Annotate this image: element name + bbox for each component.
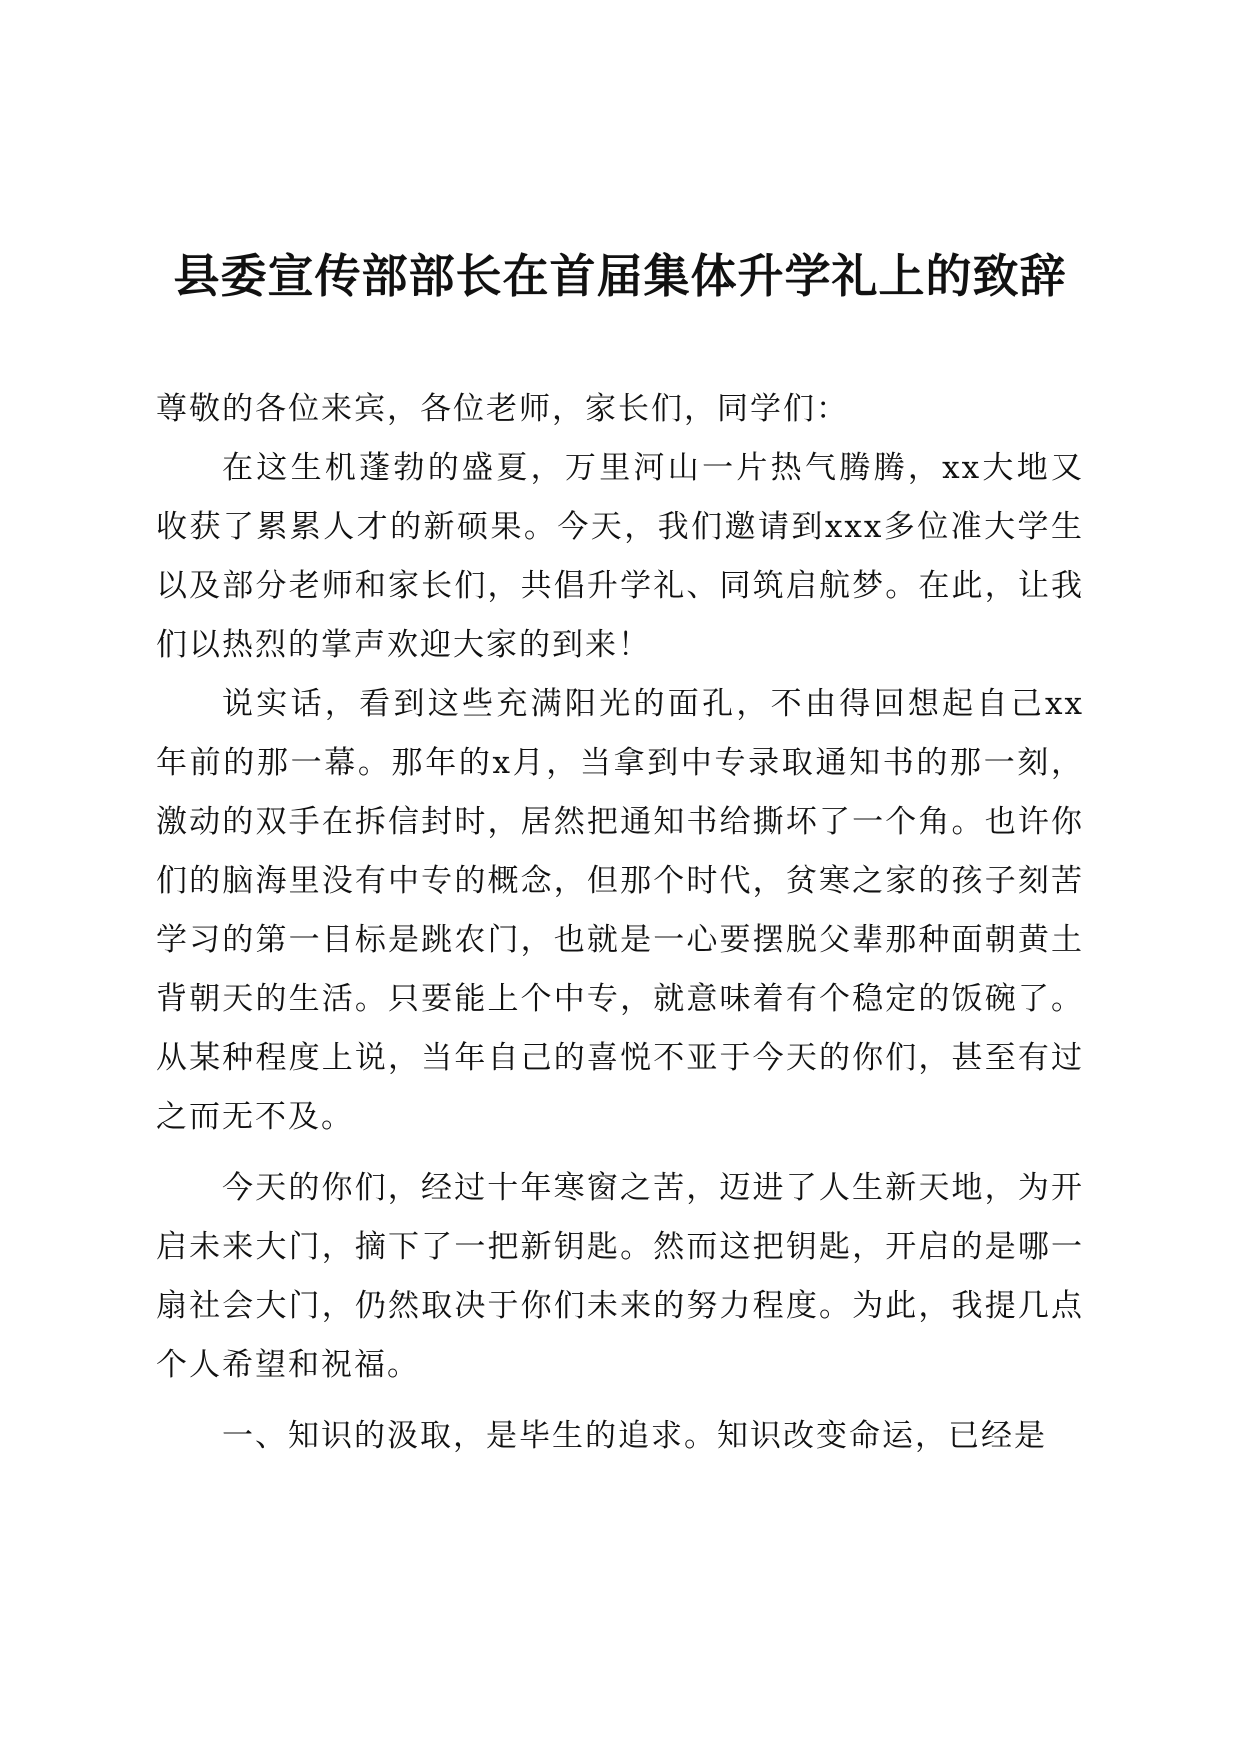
paragraph-hopes: 今天的你们，经过十年寒窗之苦，迈进了人生新天地，为开启未来大门，摘下了一把新钥匙。然而这把钥匙，开启的是哪一扇社会大门，仍然取决于你们未来的努力程度。为此，我提几点个人希望和祝福。 [156,1170,1084,1383]
paragraph-recollection: 说实话，看到这些充满阳光的面孔，不由得回想起自己xx年前的那一幕。那年的x月，当拿到中专录取通知书的那一刻，激动的双手在拆信封时，居然把通知书给撕坏了一个角。也许你们的脑海里没有中专的概念，但那个时代，贫寒之家的孩子刻苦学习的第一目标是跳农门，也就是一心要摆脱父辈那种面朝黄土背朝天的生活。只要能上个中专，就意味着有个稳定的饭碗了。从某种程度上说，当年自己的喜悦不亚于今天的你们，甚至有过之而无不及。 [156,686,1084,1135]
document-title: 县委宣传部部长在首届集体升学礼上的致辞 [173,249,1067,303]
document-body [156,380,1084,1466]
paragraph-welcome: 在这生机蓬勃的盛夏，万里河山一片热气腾腾，xx大地又收获了累累人才的新硕果。今天，我们邀请到xxx多位准大学生以及部分老师和家长们，共倡升学礼、同筑启航梦。在此，让我们以热烈的掌声欢迎大家的到来！ [156,450,1084,663]
paragraph-point-one: 一、知识的汲取，是毕生的追求。知识改变命运，已经是 [222,1418,1047,1454]
salutation: 尊敬的各位来宾，各位老师，家长们，同学们： [156,391,849,427]
